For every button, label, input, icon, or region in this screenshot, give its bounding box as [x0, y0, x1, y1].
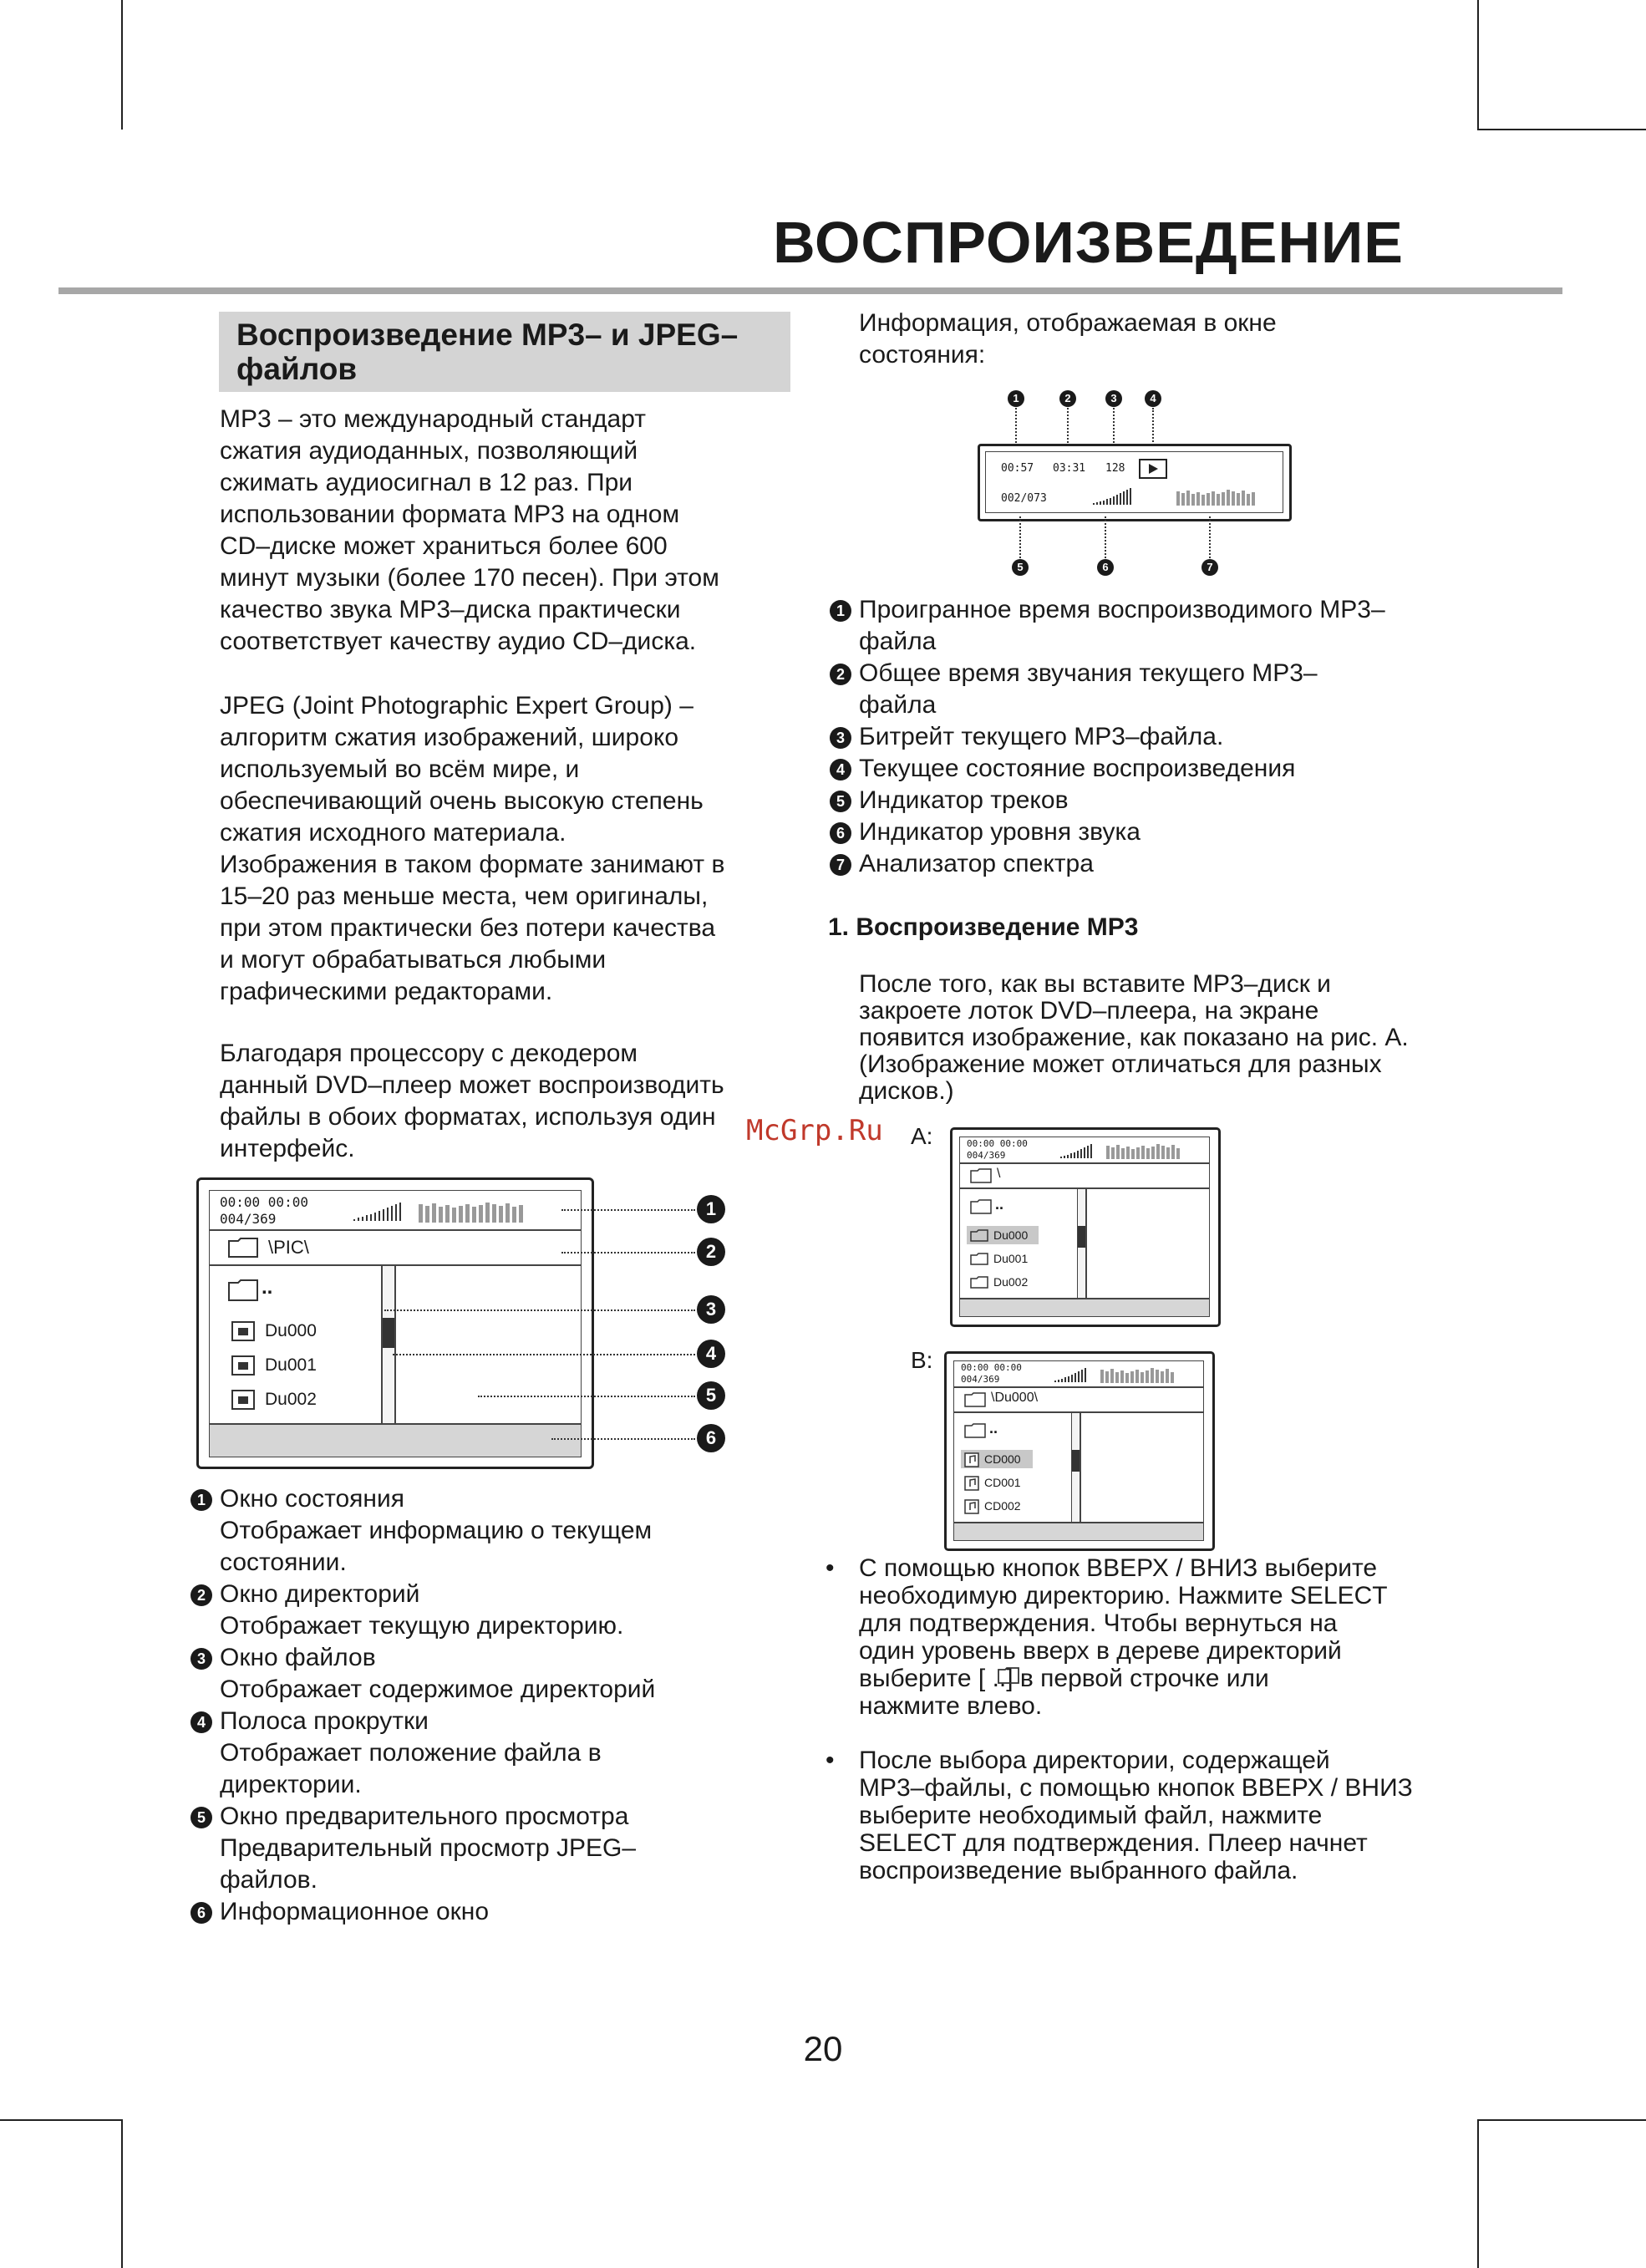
screen-a-diagram	[950, 1127, 1221, 1327]
list-number-3: 3	[191, 1648, 212, 1670]
leader-line	[561, 1252, 695, 1254]
status-time: 00:00 00:00	[961, 1362, 1022, 1373]
list-item-desc: Отображает содержимое директорий	[220, 1676, 656, 1703]
directory-window	[209, 1230, 582, 1265]
list-item: Индикатор уровня звука	[859, 818, 1141, 846]
spectrum-analyzer-icon	[1106, 1142, 1190, 1159]
main-screen-diagram	[196, 1177, 594, 1469]
list-item-head: Окно состояния	[220, 1485, 404, 1513]
page-number: 20	[803, 2029, 843, 2068]
status-callout-2: 2	[1059, 390, 1076, 407]
callout-6: 6	[697, 1424, 725, 1452]
crop-mark	[121, 0, 123, 130]
leader-line	[393, 1354, 695, 1355]
status-track: 004/369	[967, 1150, 1006, 1161]
list-item-head: Окно предварительного просмотра	[220, 1803, 629, 1830]
status-bitrate: 128	[1105, 462, 1125, 475]
folder-icon	[964, 1392, 986, 1407]
bullet-select-file: После выбора директории, содержащей MP3–файлы, с помощью кнопок ВВЕРХ / ВНИЗ выберите необходимый файл, нажмите SELECT для подтверждения. Плеер начнет воспроизведение выбранного файла.	[859, 1747, 1413, 1884]
folder-icon	[970, 1168, 992, 1183]
play-icon	[1139, 459, 1167, 479]
figure-label-b: B:	[911, 1347, 933, 1373]
watermark: McGrp.Ru	[746, 1114, 883, 1147]
para-mp3: MP3 – это международный стандарт сжатия аудиоданных, позволяющий сжимать аудиосигнал в 12 раз. При использовании формата MP3 на одном CD–диске может храниться более 600 минут музыки (более 170 песен). При этом качество звука MP3–диска практически соответствует качеству аудио CD–диска.	[220, 405, 719, 655]
status-track: 004/369	[220, 1211, 277, 1227]
list-number-3: 3	[830, 727, 851, 749]
bullet-dot: •	[826, 1554, 835, 1582]
file-item: CD001	[984, 1476, 1021, 1489]
file-item: Du000	[993, 1228, 1029, 1242]
image-file-icon	[231, 1390, 255, 1410]
list-number-1: 1	[830, 600, 851, 622]
file-item: Du001	[993, 1252, 1029, 1265]
scrollbar-thumb	[383, 1318, 394, 1348]
spectrum-analyzer-icon	[1100, 1366, 1184, 1383]
list-item: Битрейт текущего MP3–файла.	[859, 723, 1224, 750]
status-callout-6: 6	[1097, 559, 1114, 576]
mp3-para: После того, как вы вставите MP3–диск и закроете лоток DVD–плеера, на экране появится изображение, как показано на рис. А. (Изображение может отличаться для разных дисков.)	[859, 970, 1409, 1105]
status-callout-5: 5	[1012, 559, 1029, 576]
status-callout-3: 3	[1105, 390, 1122, 407]
directory-path: \	[997, 1167, 1001, 1181]
level-meter-icon	[353, 1201, 405, 1223]
spectrum-analyzer-icon	[1176, 487, 1268, 506]
list-number-6: 6	[830, 822, 851, 844]
list-number-6: 6	[191, 1902, 212, 1924]
bullet-select-directory: С помощью кнопок ВВЕРХ / ВНИЗ выберите необходимую директорию. Нажмите SELECT для подтверждения. Чтобы вернуться на один уровень вверх в дереве директорий выберите [ ..] в первой строчке или нажмите влево.	[859, 1554, 1388, 1720]
status-track: 004/369	[961, 1374, 1000, 1385]
callout-2: 2	[697, 1238, 725, 1266]
list-number-5: 5	[830, 791, 851, 812]
leader-line	[478, 1396, 695, 1397]
callout-5: 5	[697, 1381, 725, 1410]
folder-icon	[228, 1279, 258, 1301]
list-item: Анализатор спектра	[859, 850, 1094, 877]
status-total: 03:31	[1053, 462, 1086, 475]
file-item: Du000	[265, 1321, 317, 1340]
section-title: Воспроизведение MP3– и JPEG–файлов	[236, 318, 739, 386]
spectrum-analyzer-icon	[419, 1199, 536, 1223]
page-title: ВОСПРОИЗВЕДЕНИЕ	[773, 210, 1404, 275]
callout-4: 4	[697, 1340, 725, 1368]
status-track: 002/073	[1001, 492, 1047, 505]
parent-dir-item: ..	[995, 1196, 1004, 1213]
status-callout-4: 4	[1145, 390, 1161, 407]
file-item: Du002	[265, 1390, 317, 1409]
list-item-head: Окно файлов	[220, 1644, 376, 1671]
leader-line	[1209, 516, 1211, 558]
folder-icon	[970, 1276, 988, 1289]
list-item: Текущее состояние воспроизведения	[859, 755, 1296, 782]
folder-icon	[228, 1238, 258, 1258]
leader-line	[561, 1209, 695, 1211]
figure-label-a: A:	[911, 1123, 933, 1149]
list-item-desc: Отображает положение файла в директории.	[220, 1739, 602, 1798]
level-meter-icon	[1093, 487, 1136, 506]
status-callout-7: 7	[1201, 559, 1218, 576]
status-intro: Информация, отображаемая в окне состояния:	[859, 309, 1277, 369]
image-file-icon	[231, 1321, 255, 1341]
leader-line	[1105, 516, 1106, 558]
folder-icon	[964, 1423, 986, 1438]
folder-icon	[998, 1667, 1019, 1684]
folder-icon	[970, 1229, 988, 1242]
file-item: CD000	[984, 1452, 1021, 1466]
status-elapsed: 00:57	[1001, 462, 1034, 475]
directory-path: \Du000\	[991, 1391, 1039, 1405]
folder-icon	[970, 1253, 988, 1265]
parent-dir-item: ..	[262, 1276, 273, 1299]
scrollbar	[1077, 1188, 1086, 1299]
crop-mark	[1477, 129, 1646, 130]
crop-mark	[1477, 2119, 1479, 2268]
level-meter-icon	[1060, 1144, 1095, 1159]
file-item: CD002	[984, 1499, 1021, 1513]
list-number-5: 5	[191, 1807, 212, 1828]
directory-path: \PIC\	[268, 1237, 309, 1258]
screen-b-diagram	[944, 1351, 1215, 1551]
list-item: Проигранное время воспроизводимого MP3– файла	[859, 596, 1385, 655]
status-window	[959, 1137, 1210, 1163]
status-window	[953, 1360, 1204, 1387]
list-number-7: 7	[830, 854, 851, 876]
music-file-icon	[964, 1452, 979, 1467]
status-window	[209, 1190, 582, 1230]
level-meter-icon	[1054, 1368, 1090, 1383]
scrollbar-thumb	[1078, 1226, 1085, 1248]
info-window	[953, 1523, 1204, 1541]
callout-1: 1	[697, 1195, 725, 1223]
list-number-4: 4	[191, 1711, 212, 1733]
file-item: Du002	[993, 1275, 1029, 1289]
directory-window	[959, 1163, 1210, 1188]
list-item-desc: Предварительный просмотр JPEG– файлов.	[220, 1834, 637, 1894]
leader-line	[384, 1309, 695, 1311]
status-time: 00:00 00:00	[967, 1138, 1028, 1149]
list-item-head: Полоса прокрутки	[220, 1707, 429, 1735]
status-window-inner	[985, 451, 1283, 513]
list-item-head: Информационное окно	[220, 1898, 490, 1925]
status-time: 00:00 00:00	[220, 1194, 308, 1210]
crop-mark	[1477, 0, 1479, 130]
crop-mark	[121, 2119, 123, 2268]
list-item-head: Окно директорий	[220, 1580, 420, 1608]
list-item-desc: Отображает информацию о текущем состоянии.	[220, 1517, 653, 1576]
scrollbar	[382, 1265, 395, 1424]
music-file-icon	[964, 1476, 979, 1491]
folder-icon	[970, 1199, 992, 1214]
preview-window	[1080, 1412, 1204, 1523]
leader-line	[1019, 516, 1021, 558]
crop-mark	[0, 2119, 123, 2121]
leader-line	[551, 1438, 695, 1440]
image-file-icon	[231, 1355, 255, 1376]
status-callout-1: 1	[1008, 390, 1024, 407]
file-window	[209, 1265, 382, 1424]
scrollbar-thumb	[1072, 1450, 1080, 1472]
info-window	[209, 1424, 582, 1457]
mp3-heading: 1. Воспроизведение MP3	[828, 913, 1139, 941]
list-number-2: 2	[191, 1584, 212, 1606]
file-item: Du001	[265, 1355, 317, 1375]
status-window-box	[978, 444, 1292, 521]
para-processor: Благодаря процессору с декодером данный DVD–плеер может воспроизводить файлы в обоих форматах, используя один интерфейс.	[220, 1040, 724, 1162]
list-item: Индикатор треков	[859, 786, 1069, 814]
list-number-4: 4	[830, 759, 851, 781]
list-number-2: 2	[830, 664, 851, 685]
para-jpeg: JPEG (Joint Photographic Expert Group) – алгоритм сжатия изображений, широко используемый во всём мире, и обеспечивающий очень высокую степень сжатия исходного материала. Изображения в таком формате занимают в 15–20 раз меньше места, чем оригиналы, при этом практически без потери качества и могут обрабатываться любыми графическими редакторами.	[220, 692, 725, 1005]
parent-dir-item: ..	[989, 1420, 998, 1437]
list-item-desc: Отображает текущую директорию.	[220, 1612, 624, 1640]
list-number-1: 1	[191, 1489, 212, 1511]
directory-window	[953, 1387, 1204, 1412]
music-file-icon	[964, 1499, 979, 1514]
header-rule	[58, 287, 1562, 294]
scrollbar	[1071, 1412, 1080, 1523]
bullet-dot: •	[826, 1747, 835, 1774]
preview-window	[395, 1265, 582, 1424]
callout-3: 3	[697, 1295, 725, 1324]
list-item: Общее время звучания текущего MP3– файла	[859, 659, 1318, 719]
info-window	[959, 1299, 1210, 1317]
file-window	[953, 1412, 1072, 1523]
preview-window	[1086, 1188, 1210, 1299]
file-window	[959, 1188, 1078, 1299]
crop-mark	[1477, 2119, 1646, 2121]
